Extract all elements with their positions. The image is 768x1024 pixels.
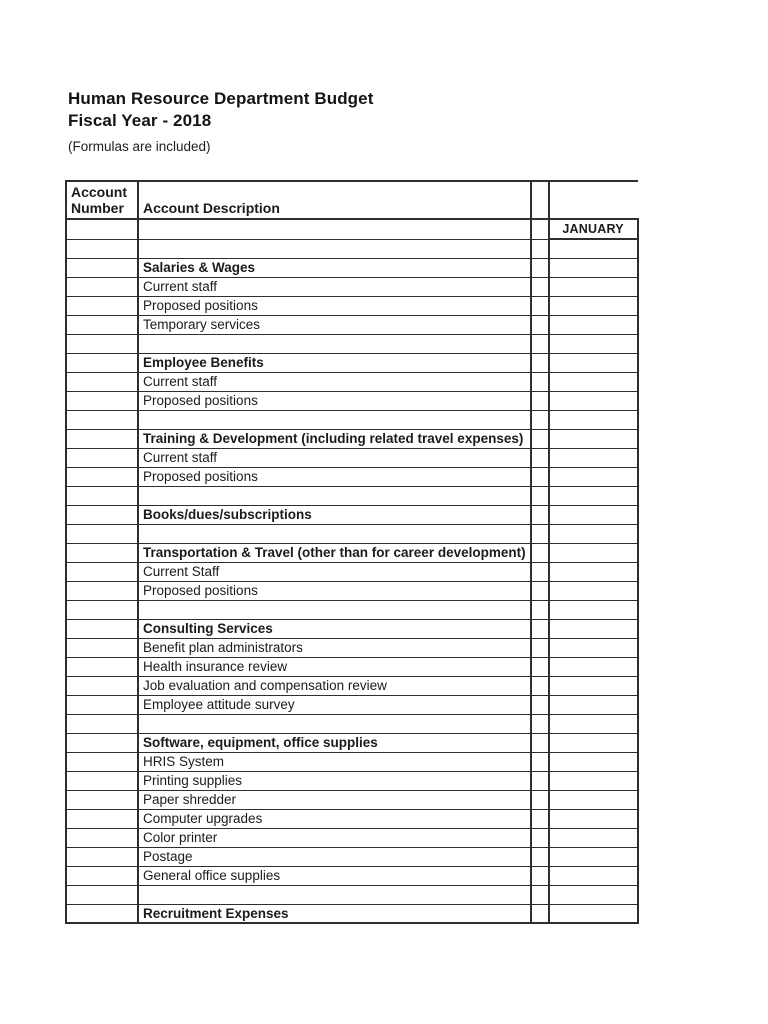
amount-cell (549, 657, 638, 676)
table-row (66, 638, 638, 657)
account-number-cell (66, 733, 138, 752)
section-label: Employee Benefits (143, 355, 264, 370)
description-cell (138, 847, 531, 866)
spacer-cell (531, 752, 549, 771)
account-number-cell (66, 638, 138, 657)
description-cell (138, 695, 531, 714)
spacer-cell (531, 638, 549, 657)
account-number-cell (66, 885, 138, 904)
account-number-cell (66, 752, 138, 771)
section-label: Transportation & Travel (other than for career development) (143, 545, 526, 560)
description-cell (138, 885, 531, 904)
spacer-cell (531, 600, 549, 619)
spacer-cell (531, 467, 549, 486)
item-label: Postage (143, 849, 193, 864)
spacer-cell (531, 486, 549, 505)
amount-cell (549, 581, 638, 600)
account-number-cell (66, 334, 138, 353)
amount-cell (549, 638, 638, 657)
amount-cell (549, 410, 638, 429)
table-row (66, 277, 638, 296)
account-number-cell (66, 657, 138, 676)
item-label: Paper shredder (143, 792, 237, 807)
table-row (66, 771, 638, 790)
description-cell (138, 277, 531, 296)
description-cell (138, 524, 531, 543)
amount-cell (549, 429, 638, 448)
description-cell (138, 790, 531, 809)
item-label: Printing supplies (143, 773, 243, 788)
table-row (66, 524, 638, 543)
spacer-cell (531, 258, 549, 277)
description-cell (138, 334, 531, 353)
spacer-cell (531, 847, 549, 866)
item-label: Current staff (143, 450, 218, 465)
description-cell (138, 752, 531, 771)
description-cell (138, 410, 531, 429)
spacer-cell (531, 219, 549, 239)
amount-cell (549, 562, 638, 581)
amount-cell (549, 391, 638, 410)
amount-cell (549, 790, 638, 809)
description-cell (138, 828, 531, 847)
amount-cell (549, 600, 638, 619)
amount-cell (549, 676, 638, 695)
description-cell (138, 258, 531, 277)
account-number-cell (66, 486, 138, 505)
description-cell (138, 809, 531, 828)
account-number-cell (66, 467, 138, 486)
account-number-cell (66, 296, 138, 315)
table-row (66, 353, 638, 372)
account-number-cell (66, 448, 138, 467)
account-number-cell (66, 695, 138, 714)
amount-cell (549, 486, 638, 505)
spacer-cell (531, 714, 549, 733)
description-cell (138, 600, 531, 619)
amount-cell (549, 372, 638, 391)
amount-cell (549, 733, 638, 752)
table-row (66, 372, 638, 391)
description-cell (138, 562, 531, 581)
spacer-cell (531, 429, 549, 448)
amount-cell (549, 714, 638, 733)
spacer-cell (531, 619, 549, 638)
account-number-cell (66, 562, 138, 581)
spacer-cell (531, 524, 549, 543)
spacer-cell (531, 771, 549, 790)
account-number-cell (66, 809, 138, 828)
amount-cell (549, 296, 638, 315)
spacer-cell (531, 733, 549, 752)
table-row (66, 619, 638, 638)
description-cell (138, 315, 531, 334)
account-number-cell (66, 600, 138, 619)
budget-sheet (65, 180, 639, 924)
table-row (66, 714, 638, 733)
table-row (66, 695, 638, 714)
account-number-cell (66, 581, 138, 600)
account-number-cell (66, 410, 138, 429)
page-title-line1: Human Resource Department Budget (68, 89, 374, 108)
description-cell (138, 714, 531, 733)
account-number-cell (66, 353, 138, 372)
amount-cell (549, 752, 638, 771)
account-number-cell (66, 258, 138, 277)
spacer-cell (531, 676, 549, 695)
section-label: Salaries & Wages (143, 260, 256, 275)
month-header-cell: JANUARY (549, 219, 638, 239)
description-cell (138, 448, 531, 467)
table-row (66, 448, 638, 467)
spacer-cell (531, 391, 549, 410)
description-cell (138, 372, 531, 391)
amount-cell (549, 277, 638, 296)
spacer-cell (531, 581, 549, 600)
amount-cell (549, 334, 638, 353)
description-cell (138, 904, 531, 923)
table-row (66, 429, 638, 448)
account-number-cell (66, 372, 138, 391)
amount-cell (549, 258, 638, 277)
table-row (66, 543, 638, 562)
amount-cell (549, 353, 638, 372)
section-label: Training & Development (including related travel expenses) (143, 431, 524, 446)
spacer-cell (531, 334, 549, 353)
spacer-cell (531, 885, 549, 904)
account-number-cell (66, 315, 138, 334)
item-label: Computer upgrades (143, 811, 263, 826)
account-number-cell (66, 771, 138, 790)
description-cell (138, 219, 531, 239)
description-cell (138, 619, 531, 638)
spacer-header-cell (531, 181, 549, 219)
amount-cell (549, 828, 638, 847)
table-row (66, 676, 638, 695)
description-cell (138, 239, 531, 258)
table-row (66, 505, 638, 524)
amount-cell (549, 543, 638, 562)
description-cell (138, 733, 531, 752)
spacer-cell (531, 657, 549, 676)
table-row (66, 562, 638, 581)
item-label: Color printer (143, 830, 218, 845)
table-row (66, 391, 638, 410)
amount-cell (549, 866, 638, 885)
item-label: Temporary services (143, 317, 261, 332)
table-row (66, 904, 638, 923)
description-cell (138, 638, 531, 657)
table-row (66, 600, 638, 619)
budget-table (65, 180, 639, 924)
account-number-cell (66, 619, 138, 638)
table-row (66, 239, 638, 258)
account-number-cell (66, 543, 138, 562)
table-row (66, 866, 638, 885)
description-cell (138, 486, 531, 505)
spacer-cell (531, 505, 549, 524)
amount-cell (549, 524, 638, 543)
description-cell (138, 771, 531, 790)
section-label: Books/dues/subscriptions (143, 507, 312, 522)
table-row (66, 733, 638, 752)
spacer-cell (531, 809, 549, 828)
description-cell (138, 543, 531, 562)
account-number-cell (66, 866, 138, 885)
table-row (66, 296, 638, 315)
section-label: Software, equipment, office supplies (143, 735, 378, 750)
amount-cell (549, 847, 638, 866)
table-row (66, 315, 638, 334)
account-number-cell (66, 277, 138, 296)
open-header-cell (549, 181, 638, 219)
formulas-note: (Formulas are included) (68, 139, 211, 154)
spacer-cell (531, 562, 549, 581)
spacer-cell (531, 866, 549, 885)
item-label: Job evaluation and compensation review (143, 678, 387, 693)
item-label: Proposed positions (143, 393, 258, 408)
description-cell (138, 581, 531, 600)
amount-cell (549, 619, 638, 638)
item-label: General office supplies (143, 868, 281, 883)
table-row (66, 885, 638, 904)
account-number-cell (66, 391, 138, 410)
spacer-cell (531, 695, 549, 714)
account-number-cell (66, 714, 138, 733)
amount-cell (549, 904, 638, 923)
description-cell (138, 676, 531, 695)
table-row (66, 657, 638, 676)
amount-cell (549, 315, 638, 334)
description-cell (138, 657, 531, 676)
item-label: Employee attitude survey (143, 697, 295, 712)
account-description-header: Account Description (138, 181, 531, 219)
document-header (68, 88, 373, 155)
item-label: Proposed positions (143, 583, 258, 598)
account-number-cell (66, 847, 138, 866)
account-number-cell (66, 790, 138, 809)
spacer-cell (531, 277, 549, 296)
item-label: HRIS System (143, 754, 225, 769)
table-row (66, 847, 638, 866)
table-row (66, 486, 638, 505)
spacer-cell (531, 239, 549, 258)
table-row (66, 467, 638, 486)
spacer-cell (531, 315, 549, 334)
spacer-cell (531, 790, 549, 809)
account-number-cell (66, 505, 138, 524)
item-label: Proposed positions (143, 298, 258, 313)
budget-table-body (66, 181, 638, 923)
account-number-cell (66, 239, 138, 258)
item-label: Current staff (143, 279, 218, 294)
section-label: Consulting Services (143, 621, 273, 636)
account-number-cell (66, 828, 138, 847)
description-cell (138, 866, 531, 885)
description-cell (138, 429, 531, 448)
amount-cell (549, 448, 638, 467)
account-number-cell (66, 429, 138, 448)
section-label: Recruitment Expenses (143, 905, 289, 921)
amount-cell (549, 467, 638, 486)
description-cell (138, 467, 531, 486)
spacer-cell (531, 828, 549, 847)
amount-cell (549, 505, 638, 524)
amount-cell (549, 809, 638, 828)
account-number-header: Account Number (66, 181, 138, 219)
table-row (66, 828, 638, 847)
table-row (66, 809, 638, 828)
table-row (66, 790, 638, 809)
spacer-cell (531, 372, 549, 391)
spacer-cell (531, 904, 549, 923)
page-title-line2: Fiscal Year - 2018 (68, 111, 212, 130)
description-cell (138, 353, 531, 372)
spacer-cell (531, 410, 549, 429)
description-cell (138, 391, 531, 410)
spacer-cell (531, 296, 549, 315)
spacer-cell (531, 448, 549, 467)
account-number-cell (66, 524, 138, 543)
spacer-cell (531, 353, 549, 372)
item-label: Current staff (143, 374, 218, 389)
table-row (66, 581, 638, 600)
account-number-cell (66, 676, 138, 695)
description-cell (138, 296, 531, 315)
table-row (66, 752, 638, 771)
table-row (66, 258, 638, 277)
table-header-row (66, 181, 638, 219)
item-label: Proposed positions (143, 469, 258, 484)
account-number-cell (66, 219, 138, 239)
amount-cell (549, 695, 638, 714)
item-label: Benefit plan administrators (143, 640, 303, 655)
item-label: Current Staff (143, 564, 220, 579)
amount-cell (549, 771, 638, 790)
spacer-cell (531, 543, 549, 562)
month-header-row (66, 219, 638, 239)
account-number-cell (66, 904, 138, 923)
table-row (66, 334, 638, 353)
description-cell (138, 505, 531, 524)
table-row (66, 410, 638, 429)
amount-cell (549, 885, 638, 904)
amount-cell (549, 239, 638, 258)
item-label: Health insurance review (143, 659, 288, 674)
